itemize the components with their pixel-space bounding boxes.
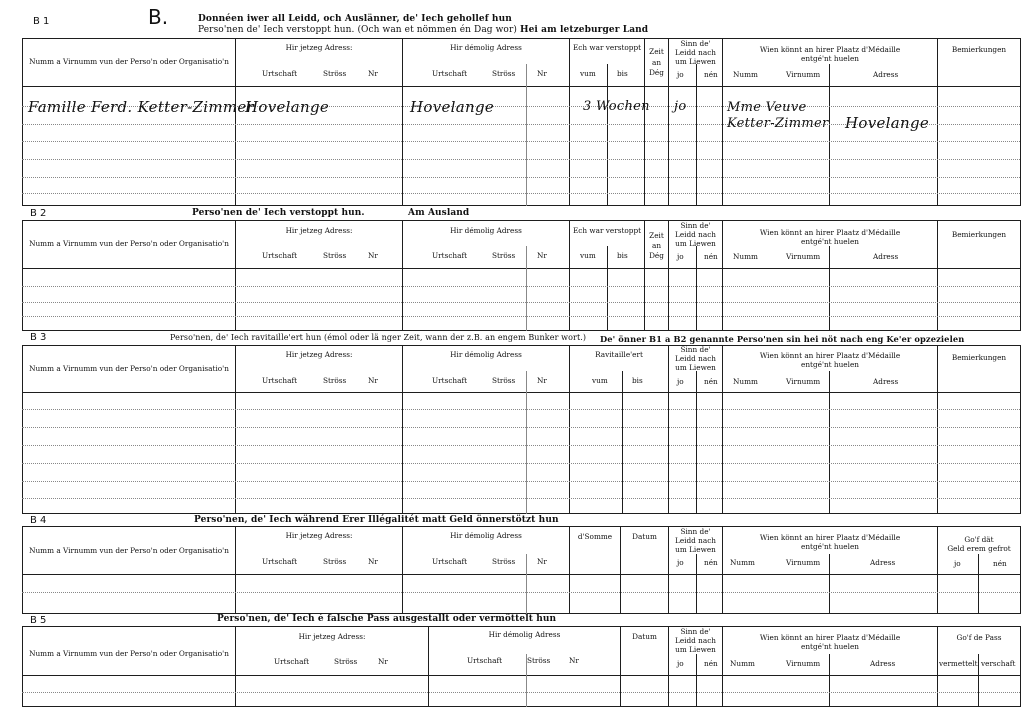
b2-col-wien: Wien könnt an hirer Plaatz d'Médaille [759,228,901,237]
b2-col-name: Numm a Virnumm vun der Perso'n oder Organisatio'n [29,239,229,248]
b5-col-numm: Numm [730,659,755,668]
entry-wien-adress: Hovelange [845,114,930,132]
b1-col-wien2: entgé'nt huelen [801,54,859,63]
b1-col-nr2: Nr [537,69,547,78]
b4-col-sinn2: Leidd nach [675,536,716,545]
b3-col-numm: Numm [733,377,758,386]
b3-col-jetzeg: Hir jetzeg Adress: [285,350,353,359]
b3-title: Perso'nen, de' Iech ravitaille'ert hun (émol oder lä nger Zeit, wann der z.B. an engem Bunker wort.) [170,333,587,342]
b3-col-sinn: Sinn de' [680,345,711,354]
entry-jetzeg-urtschaft: Hovelange [245,98,330,116]
b4-col-jo: jo [677,558,684,567]
b4-col-stross: Ströss [323,557,347,566]
b1-col-jetzeg: Hir jetzeg Adress: [285,43,353,52]
b4-col-gouf: Go'f dät [964,535,994,544]
entry-name: Famille Ferd. Ketter-Zimmer [28,98,255,116]
b4-col-datum: Datum [632,532,657,541]
b4-col-urtschaft: Urtschaft [262,557,298,566]
b1-col-virnumm: Virnumm [786,70,821,79]
b5-col-nr2: Nr [569,656,579,665]
b5-col-virnumm: Virnumm [786,659,821,668]
form-title-right: Hei am letzeburger Land [520,25,649,35]
b3-col-stross2: Ströss [492,376,516,385]
b3-col-nr: Nr [368,376,378,385]
b5-col-pass: Go'f de Pass [956,633,1002,642]
b5-col-wien2: entgé'nt huelen [801,642,859,651]
b4-col-numm: Numm [730,558,755,567]
section-b4 [0,514,1024,614]
b1-col-numm: Numm [733,70,758,79]
b1-col-adress: Adress [873,70,899,79]
b2-title-right: Am Ausland [408,208,470,218]
b1-col-demolig: Hir démolig Adress [450,43,522,52]
b3-col-wien: Wien könnt an hirer Plaatz d'Médaille [759,351,901,360]
b3-col-nen: nén [704,377,718,386]
b4-col-somme: d'Somme [577,532,613,541]
b5-col-vermettelt: vermettelt [939,659,978,668]
entry-wien-numm-2: Ketter-Zimmer [727,116,829,131]
b2-col-verstoppt: Ech war verstoppt [572,226,642,235]
b4-col-gouf2: Geld erem gefrot [947,544,1011,553]
section-b1 [0,38,1024,206]
b3-col-wien2: entgé'nt huelen [801,360,859,369]
b1-col-sinn2: Leidd nach [675,48,716,57]
b1-col-stross2: Ströss [492,69,516,78]
b2-col-wien2: entgé'nt huelen [801,237,859,246]
b5-col-datum: Datum [632,632,657,641]
b3-col-demolig: Hir démolig Adress [450,350,522,359]
entry-demolig-urtschaft: Hovelange [410,98,495,116]
b2-col-stross: Ströss [323,251,347,260]
section-label-b2: B 2 [30,208,47,219]
b2-col-nen: nén [704,252,718,261]
b4-col-sinn3: um Liewen [675,545,716,554]
b1-col-nr: Nr [368,69,378,78]
b2-col-sinn3: um Liewen [675,239,716,248]
b2-col-demolig: Hir démolig Adress [450,226,522,235]
b5-col-stross: Ströss [334,657,358,666]
b1-col-zeit3: Dég [649,68,664,77]
section-b2 [0,206,1024,331]
b3-col-stross: Ströss [323,376,347,385]
b1-col-bemierkungen: Bemierkungen [951,45,1007,54]
b5-col-stross2: Ströss [527,656,551,665]
form-title-line1: Donnéen iwer all Leidd, och Auslänner, de' Iech gehollef hun [198,14,512,24]
b5-col-jo: jo [677,659,684,668]
b2-col-adress: Adress [873,252,899,261]
b3-col-nr2: Nr [537,376,547,385]
b1-col-urtschaft2: Urtschaft [432,69,468,78]
b3-col-bemierkungen: Bemierkungen [951,353,1007,362]
b2-col-bis: bis [617,251,628,260]
b4-col-gouf-jo: jo [954,559,961,568]
b4-col-virnumm: Virnumm [786,558,821,567]
b5-col-demolig: Hir démolig Adress [488,630,561,639]
b5-col-nr: Nr [378,657,388,666]
b3-col-jo: jo [677,377,684,386]
b5-col-wien: Wien könnt an hirer Plaatz d'Médaille [759,633,901,642]
b4-col-name: Numm a Virnumm vun der Perso'n oder Organisatio'n [29,546,229,555]
b3-col-sinn3: um Liewen [675,363,716,372]
b2-col-zeit: Zeit [649,231,664,240]
section-label-b1: B 1 [33,16,50,27]
b2-col-jetzeg: Hir jetzeg Adress: [285,226,353,235]
b4-title: Perso'nen, de' Iech während Erer Illégalitét matt Geld önnerstötzt hun [194,515,559,525]
b5-col-sinn3: um Liewen [675,645,716,654]
entry-jo-mark: jo [674,99,687,114]
b1-col-jo: jo [677,70,684,79]
b5-title: Perso'nen, de' Iech é falsche Pass ausgestallt oder vermöttelt hun [217,614,557,624]
section-label-b5: B 5 [30,615,47,626]
b2-col-bemierkungen: Bemierkungen [951,230,1007,239]
b4-col-sinn: Sinn de' [680,527,711,536]
b5-col-name: Numm a Virnumm vun der Perso'n oder Organisatio'n [29,649,229,658]
b1-col-wien: Wien könnt an hirer Plaatz d'Médaille [759,45,901,54]
b2-col-nr: Nr [368,251,378,260]
b4-col-urtschaft2: Urtschaft [432,557,468,566]
b1-col-vum: vum [580,69,596,78]
b2-col-virnumm: Virnumm [786,252,821,261]
b2-col-jo: jo [677,252,684,261]
b2-col-zeit3: Dég [649,251,664,260]
b1-col-name: Numm a Virnumm vun der Perso'n oder Organisatio'n [29,57,229,66]
b4-col-nen: nén [704,558,718,567]
b1-col-urtschaft: Urtschaft [262,69,298,78]
b5-col-nen: nén [704,659,718,668]
entry-wien-numm-1: Mme Veuve [727,100,807,115]
b1-col-zeit: Zeit [649,47,664,56]
section-label-b3: B 3 [30,332,47,343]
b2-col-stross2: Ströss [492,251,516,260]
b5-col-verschaft: verschaft [981,659,1016,668]
section-b3 [0,331,1024,514]
b2-col-urtschaft2: Urtschaft [432,251,468,260]
b3-col-adress: Adress [873,377,899,386]
b4-col-wien: Wien könnt an hirer Plaatz d'Médaille [759,533,901,542]
b3-col-vum: vum [592,376,608,385]
b1-col-bis: bis [617,69,628,78]
b5-col-urtschaft2: Urtschaft [467,656,503,665]
b5-col-urtschaft: Urtschaft [274,657,310,666]
b3-col-urtschaft2: Urtschaft [432,376,468,385]
b1-col-nen: nén [704,70,718,79]
section-label-b4: B 4 [30,515,47,526]
form-letter: B. [148,5,169,29]
b3-col-bis: bis [632,376,643,385]
b4-col-demolig: Hir démolig Adress [450,531,522,540]
b4-col-gouf-nen: nén [993,559,1007,568]
b4-col-adress: Adress [870,558,896,567]
b2-col-numm: Numm [733,252,758,261]
b1-col-sinn3: um Liewen [675,57,716,66]
b3-col-ravitailleiert: Ravitaille'ert [595,350,643,359]
b2-title: Perso'nen de' Iech verstoppt hun. [192,208,365,218]
b5-col-sinn2: Leidd nach [675,636,716,645]
form-title-line2: Perso'nen de' Iech verstoppt hun. (Och wan et nömmen én Dag wor) [198,25,517,35]
b4-col-wien2: entgé'nt huelen [801,542,859,551]
b5-col-jetzeg: Hir jetzeg Adress: [298,632,366,641]
b2-col-sinn2: Leidd nach [675,230,716,239]
b1-col-verstoppt: Ech war verstoppt [572,43,642,52]
section-b5 [0,614,1024,711]
b2-col-vum: vum [580,251,596,260]
b1-col-stross: Ströss [323,69,347,78]
b2-col-sinn: Sinn de' [680,221,711,230]
b5-col-adress: Adress [870,659,896,668]
b3-col-name: Numm a Virnumm vun der Perso'n oder Organisatio'n [29,364,229,373]
b4-col-nr2: Nr [537,557,547,566]
b4-col-jetzeg: Hir jetzeg Adress: [285,531,353,540]
b3-title-right: De' önner B1 a B2 genannte Perso'nen sin hei nöt nach eng Ke'er opzezielen [600,334,965,344]
b2-col-nr2: Nr [537,251,547,260]
b2-col-zeit2: an [651,241,662,250]
b3-col-urtschaft: Urtschaft [262,376,298,385]
b3-col-sinn2: Leidd nach [675,354,716,363]
b1-col-zeit2: an [651,58,662,67]
b4-col-nr: Nr [368,557,378,566]
b4-col-stross2: Ströss [492,557,516,566]
b1-col-sinn: Sinn de' [680,39,711,48]
entry-duration: 3 Wochen [583,99,650,114]
b3-col-virnumm: Virnumm [786,377,821,386]
b2-col-urtschaft: Urtschaft [262,251,298,260]
b5-col-sinn: Sinn de' [680,627,711,636]
